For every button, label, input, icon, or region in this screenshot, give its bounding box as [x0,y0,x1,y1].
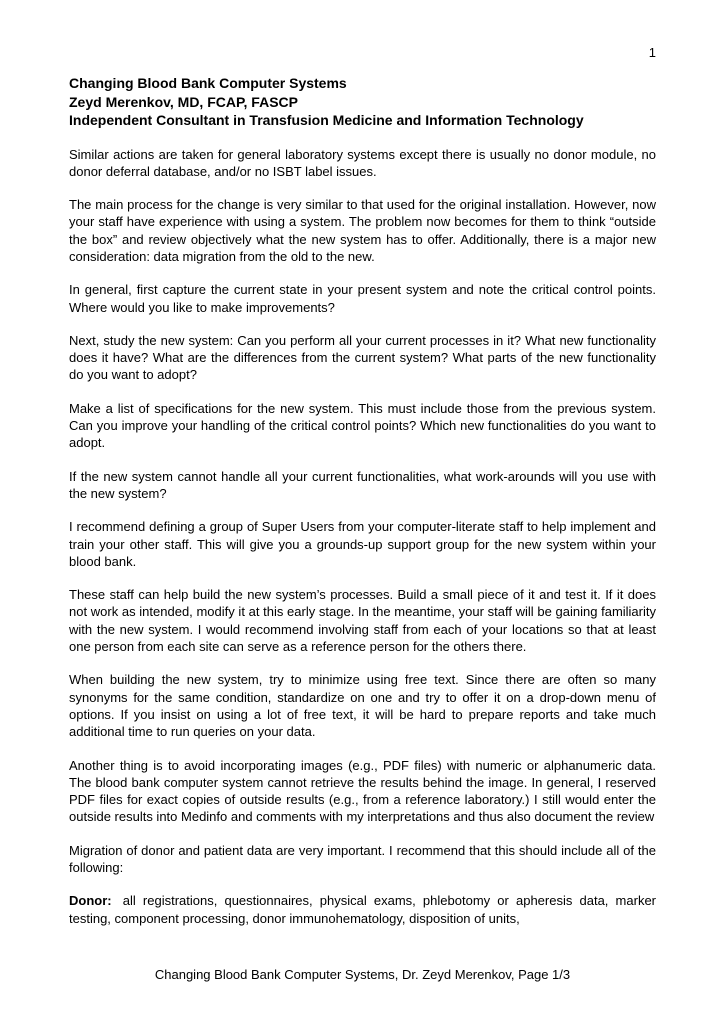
paragraph: Another thing is to avoid incorporating images (e.g., PDF files) with numeric or alphanumeric data. The blood bank computer system cannot retrieve the results behind the image. In general, I reserved PDF files for exact copies of outside results (e.g., from a reference laboratory.) I still would enter the outside results into Medinfo and comments with my interpretations and thus also document the review [69,757,656,825]
document-author: Zeyd Merenkov, MD, FCAP, FASCP [69,93,298,110]
paragraph: When building the new system, try to minimize using free text. Since there are often so many synonyms for the same condition, standardize on one and try to offer it on a drop-down menu of options. If you insist on using a lot of free text, it will be hard to prepare reports and take much additional time to run queries on your data. [69,672,656,740]
document-header [69,74,656,130]
paragraph: If the new system cannot handle all your current functionalities, what work-arounds will you use with the new system? [69,468,656,501]
document-subtitle: Independent Consultant in Transfusion Medicine and Information Technology [69,112,584,128]
donor-paragraph [69,892,656,927]
page-number: 1 [648,45,656,60]
paragraph: The main process for the change is very similar to that used for the original installation. However, now your staff have experience with using a system. The problem now becomes for them to think “outside the box” and review objectively what the new system has to offer. Additionally, there is a major new consideration: data migration from the old to the new. [69,197,656,264]
page-footer: Changing Blood Bank Computer Systems, Dr. Zeyd Merenkov, Page 1/3 [154,967,571,982]
paragraph: I recommend defining a group of Super Users from your computer-literate staff to help implement and train your other staff. This will give you a grounds-up support group for the new system within your blood bank. [69,519,656,569]
paragraph: Migration of donor and patient data are very important. I recommend that this should include all of the following: [69,842,656,875]
donor-text: all registrations, questionnaires, physical exams, phlebotomy or apheresis data, marker testing, component processing, donor immunohematology, disposition of units, [69,893,656,926]
paragraph: These staff can help build the new system’s processes. Build a small piece of it and test it. If it does not work as intended, modify it at this early stage. In the meantime, your staff will be gaining familiarity with the new system. I would recommend involving staff from each of your locations so that at least one person from each site can serve as a reference person for the others there. [69,587,656,655]
paragraph: Make a list of specifications for the new system. This must include those from the previous system. Can you improve your handling of the critical control points? Which new functionalities do you want to adopt. [69,400,656,451]
donor-label: Donor: [69,893,112,909]
document-title: Changing Blood Bank Computer Systems [69,75,347,91]
paragraph: Next, study the new system: Can you perform all your current processes in it? What new functionality does it have? What are the differences from the current system? What parts of the new functionality do you want to adopt? [69,332,656,383]
paragraph: Similar actions are taken for general laboratory systems except there is usually no donor module, no donor deferral database, and/or no ISBT label issues. [69,146,656,179]
paragraph: In general, first capture the current state in your present system and note the critical control points. Where would you like to make improvements? [69,282,656,315]
document-body [69,146,656,927]
